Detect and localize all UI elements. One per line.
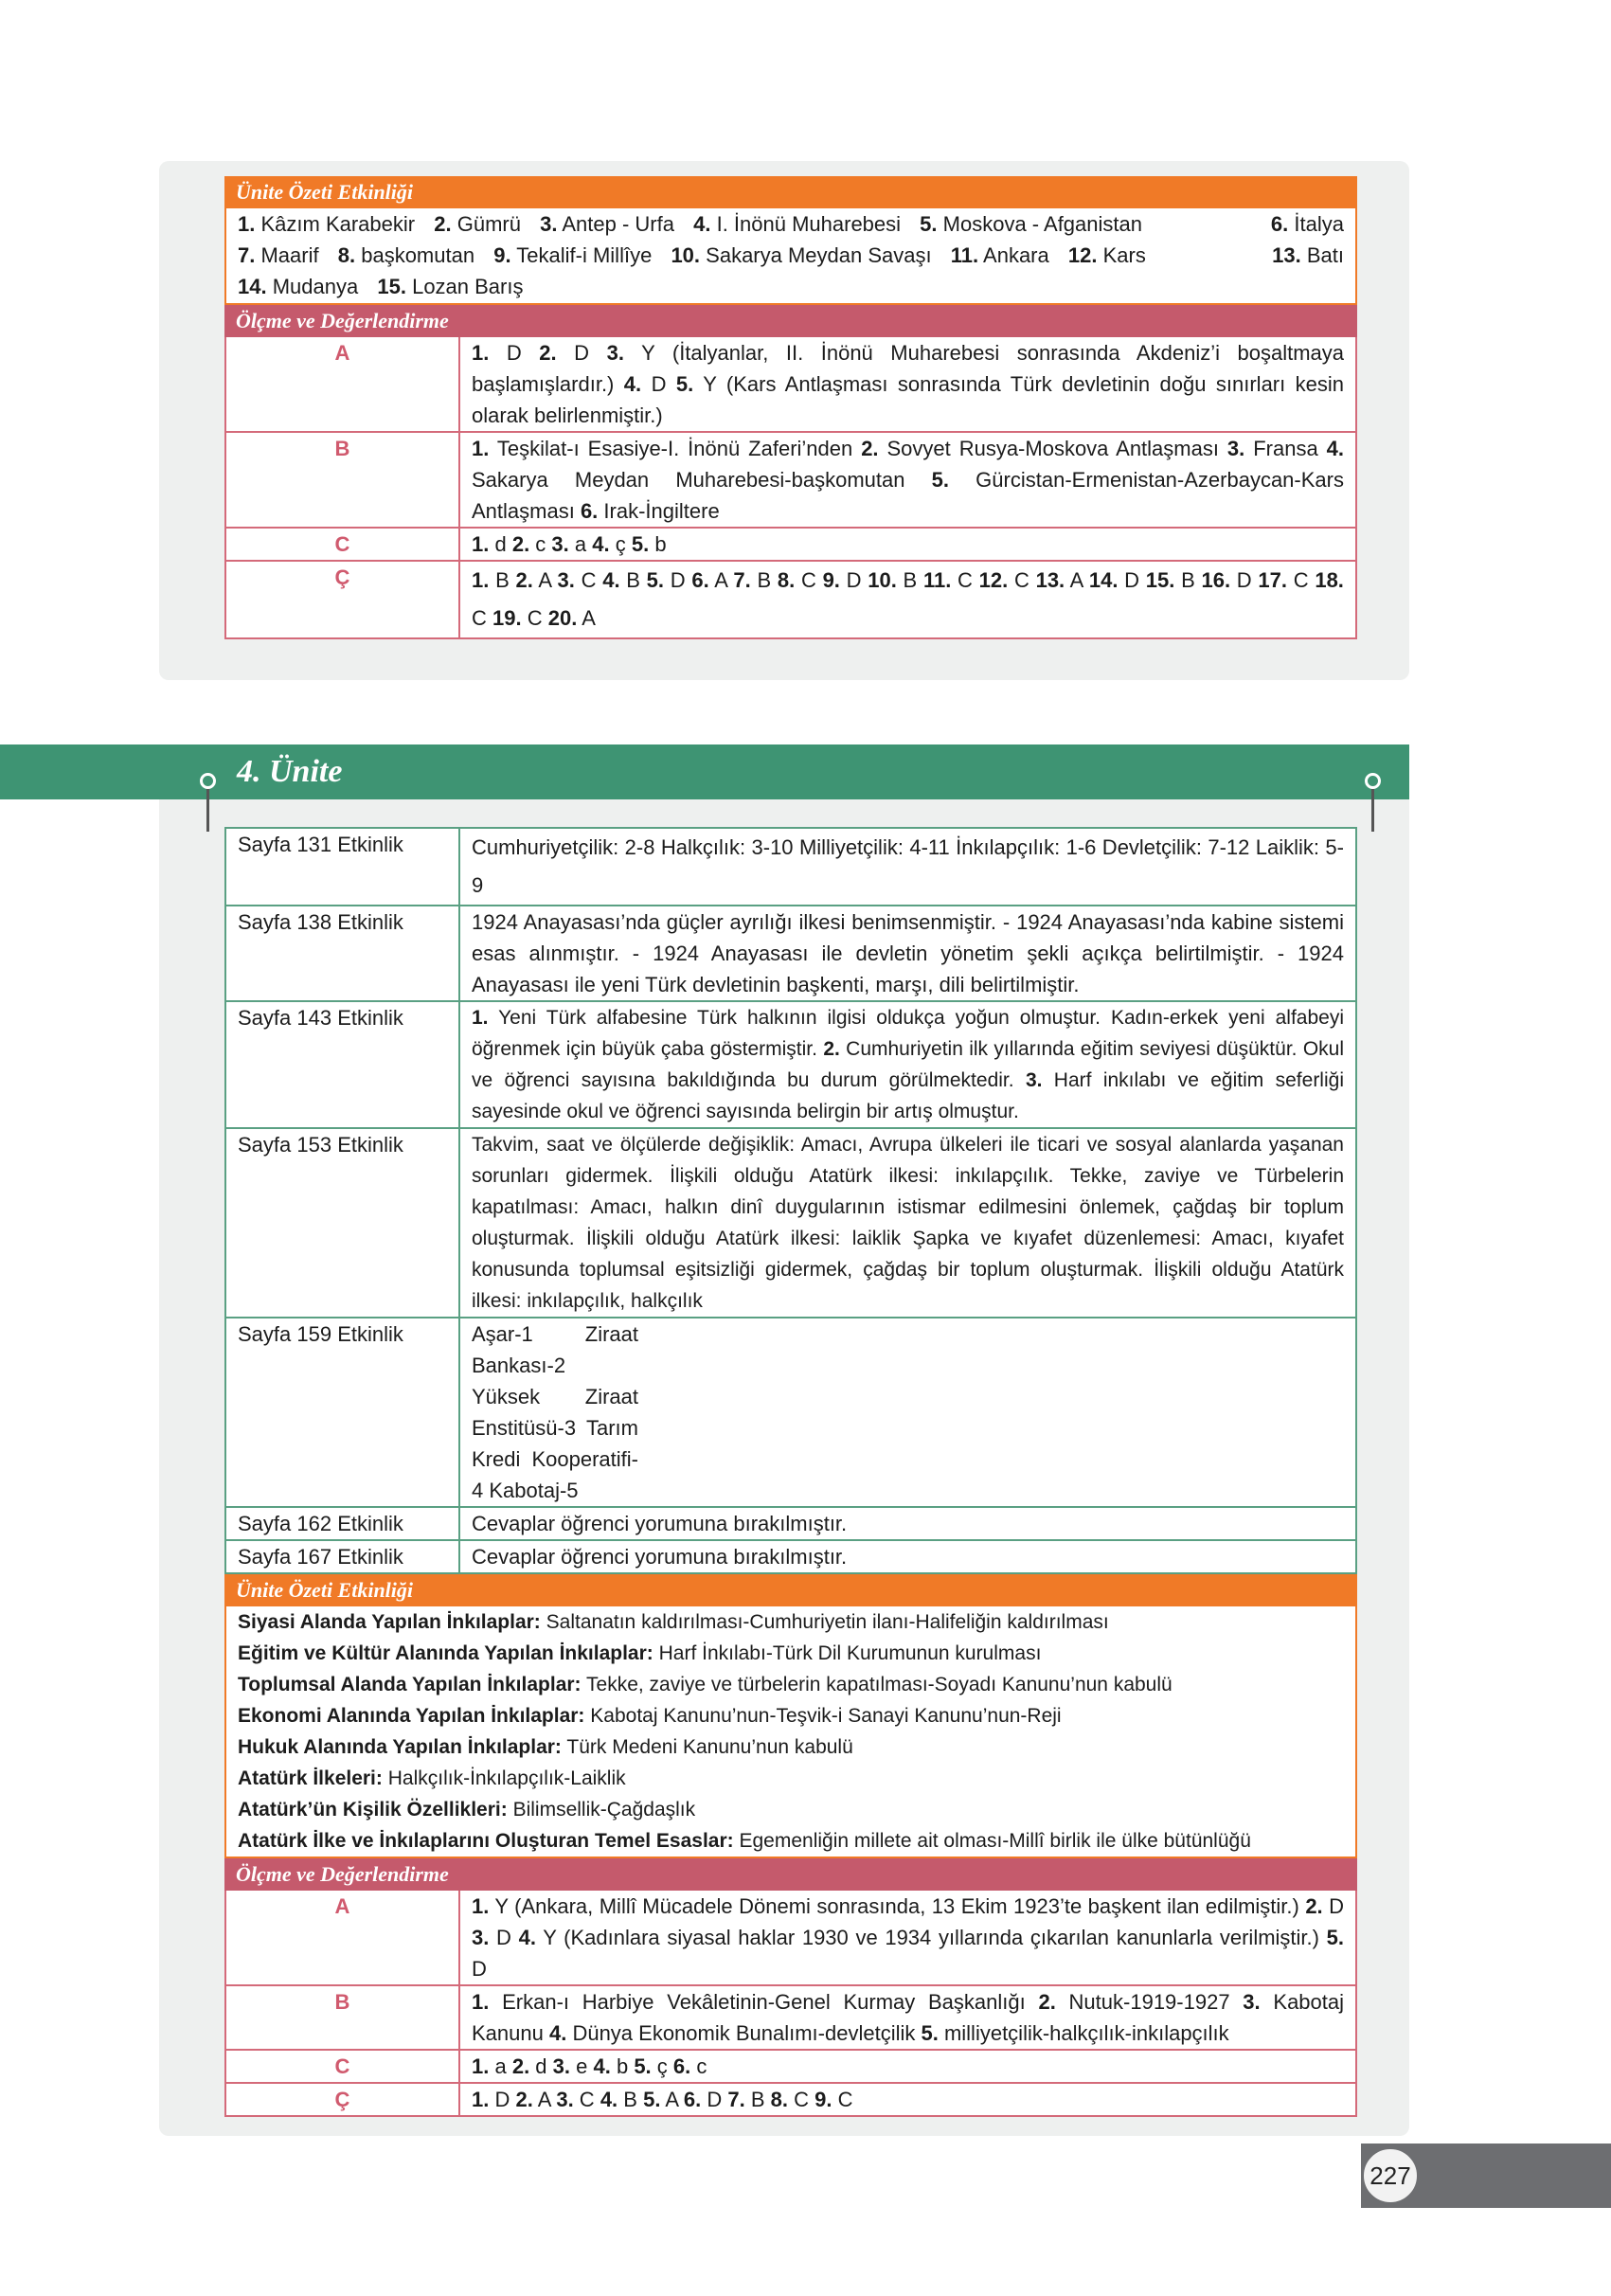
eval-answer: 1. Y (Ankara, Millî Mücadele Dönemi sonrasında, 13 Ekim 1923’te başkent ilan edilmiştir.) 2. D 3. D 4. Y (Kadınlara siyasal haklar 1930 ve 1934 yıllarında çıkarılan kanunlarla verilmiştir.) 5. D	[472, 1894, 1345, 1981]
eval-label: Ç	[226, 562, 460, 637]
eval-answer: 1. B 2. A 3. C 4. B 5. D 6. A 7. B 8. C 9. D 10. B 11. C 12. C 13. A 14. D 15. B 16. D 17. C 18. C 19. C 20. A	[472, 568, 1344, 630]
eval-label: A	[226, 1891, 460, 1984]
eval-answer: 1. Erkan-ı Harbiye Vekâletinin-Genel Kurmay Başkanlığı 2. Nutuk-1919-1927 3. Kabotaj Kanunu 4. Dünya Ekonomik Bunalımı-devletçilik 5. milliyetçilik-halkçılık-inkılapçılık	[472, 1990, 1345, 2045]
activity-answer: Takvim, saat ve ölçülerde değişiklik: Amacı, Avrupa ülkeleri ile ticari ve sosyal alanlarda yaşanan sorunları gidermek. İlişkili olduğu Atatürk ilkesi: inkılapçılık. Tekke, zaviye ve Türbelerin kapatılması: Amacı, halkın dinî duygularının istismar edilmesini önlemek, çağdaş bir toplum oluşturmak. İlişkili olduğu Atatürk ilkesi: laiklik Şapka ve kıyafet düzenlemesi: Amacı, kıyafet konusunda toplumsal eşitsizliği gidermek, çağdaş bir toplum oluşturmak. İlişkili olduğu Atatürk ilkesi: inkılapçılık, halkçılık	[472, 1134, 1344, 1312]
activity-label: Sayfa 159 Etkinlik	[226, 1318, 460, 1506]
activity-row	[226, 829, 1355, 905]
eval-label: B	[226, 433, 460, 527]
activity-answer: Cevaplar öğrenci yorumuna bırakılmıştır.	[472, 1545, 848, 1569]
activity-row	[226, 1317, 1355, 1506]
activity-answer: 1. Yeni Türk alfabesine Türk halkının ilgisi oldukça yoğun olmuştur. Kadın-erkek yeni alfabeyi öğrenmek için büyük çaba göstermiştir. 2. Cumhuriyetin ilk yıllarında eğitim seviyesi düşüktür. Okul ve öğrenci sayısına bakıldığında bu durum görülmektedir. 3. Harf inkılabı ve eğitim seferliği sayesinde okul ve öğrenci sayısında belirgin bir artış olmuştur.	[472, 1007, 1344, 1122]
eval-row-b	[226, 431, 1355, 527]
eval-header: Ölçme ve Değerlendirme	[224, 1858, 1357, 1891]
eval-row-cc	[226, 2082, 1355, 2115]
eval-row-c	[226, 2049, 1355, 2082]
eval-label: B	[226, 1986, 460, 2049]
eval-answer: 1. a 2. d 3. e 4. b 5. ç 6. c	[472, 2054, 707, 2078]
eval-answer: 1. d 2. c 3. a 4. ç 5. b	[472, 532, 667, 556]
eval-label: A	[226, 337, 460, 431]
activity-label: Sayfa 143 Etkinlik	[226, 1002, 460, 1127]
activity-answer: Aşar-1 Ziraat Bankası-2 Yüksek Ziraat Enstitüsü-3 Tarım Kredi Kooperatifi-4 Kabotaj-5	[472, 1322, 638, 1502]
eval-table	[224, 337, 1357, 639]
eval-table	[224, 1891, 1357, 2117]
unit3-summary-table	[224, 176, 1357, 639]
summary-header: Ünite Özeti Etkinliği	[224, 1574, 1357, 1606]
eval-row-c	[226, 527, 1355, 560]
activity-label: Sayfa 153 Etkinlik	[226, 1129, 460, 1317]
eval-label: C	[226, 529, 460, 560]
eval-row-a	[226, 1891, 1355, 1984]
unit4-table	[224, 827, 1357, 2117]
unit-title-bar	[0, 744, 1409, 799]
activity-row	[226, 1539, 1355, 1572]
activity-row	[226, 1127, 1355, 1317]
eval-row-a	[226, 337, 1355, 431]
activity-answer: Cevaplar öğrenci yorumuna bırakılmıştır.	[472, 1512, 848, 1535]
activity-answer: 1924 Anayasası’nda güçler ayrılığı ilkesi benimsenmiştir. - 1924 Anayasası’nda kabine sistemi esas alınmıştır. - 1924 Anayasası ile devletin yönetim şekli açıkça belirtilmiştir. - 1924 Anayasası ile yeni Türk devletinin başkenti, marşı, dili belirtilmiştir.	[472, 910, 1344, 996]
unit-title: 4. Ünite	[237, 754, 343, 789]
eval-row-b	[226, 1984, 1355, 2049]
eval-answer: 1. D 2. D 3. Y (İtalyanlar, II. İnönü Muharebesi sonrasında Akdeniz’i boşaltmaya başlamışlardır.) 4. D 5. Y (Kars Antlaşması sonrasında Türk devletinin doğu sınırları kesin olarak belirlenmiştir.)	[472, 341, 1345, 427]
activity-label: Sayfa 162 Etkinlik	[226, 1508, 460, 1539]
left-pin-icon	[206, 784, 209, 832]
summary-header: Ünite Özeti Etkinliği	[224, 176, 1357, 208]
activity-label: Sayfa 167 Etkinlik	[226, 1541, 460, 1572]
page-number: 227	[1361, 2146, 1420, 2205]
right-pin-icon	[1371, 784, 1374, 832]
activity-row	[226, 905, 1355, 1000]
eval-answer: 1. Teşkilat-ı Esasiye-I. İnönü Zaferi’nden 2. Sovyet Rusya-Moskova Antlaşması 3. Fransa 4. Sakarya Meydan Muharebesi-başkomutan 5. Gürcistan-Ermenistan-Azerbaycan-Kars Antlaşması 6. Irak-İngiltere	[472, 437, 1344, 523]
activity-row	[226, 1000, 1355, 1127]
activity-label: Sayfa 138 Etkinlik	[226, 906, 460, 1000]
activities-table	[224, 827, 1357, 1574]
activity-row	[226, 1506, 1355, 1539]
summary-answers: Siyasi Alanda Yapılan İnkılaplar: Saltanatın kaldırılması-Cumhuriyetin ilanı-Halifeliğin kaldırılması Eğitim ve Kültür Alanında Yapılan İnkılaplar: Harf İnkılabı-Türk Dil Kurumunun kurulması Toplumsal Alanda Yapılan İnkılaplar: Tekke, zaviye ve türbelerin kapatılması-Soyadı Kanunu’nun kabulü Ekonomi Alanında Yapılan İnkılaplar: Kabotaj Kanunu’nun-Teşvik-i Sanayi Kanunu’nun-Reji Hukuk Alanında Yapılan İnkılaplar: Türk Medeni Kanunu’nun kabulü Atatürk İlkeleri: Halkçılık-İnkılapçılık-Laiklik Atatürk’ün Kişilik Özellikleri: Bilimsellik-Çağdaşlık Atatürk İlke ve İnkılaplarını Oluşturan Temel Esaslar: Egemenliğin millete ait olması-Millî birlik ile ülke bütünlüğü	[224, 1606, 1357, 1858]
eval-label: Ç	[226, 2084, 460, 2115]
eval-header: Ölçme ve Değerlendirme	[224, 305, 1357, 337]
eval-label: C	[226, 2051, 460, 2082]
activity-label: Sayfa 131 Etkinlik	[226, 829, 460, 905]
eval-row-cc	[226, 560, 1355, 637]
summary-answers: 1. Kâzım Karabekir 2. Gümrü 3. Antep - Urfa 4. I. İnönü Muharebesi 5. Moskova - Afganistan 6. İtalya 7. Maarif 8. başkomutan 9. Tekalif-i Millîye 10. Sakarya Meydan Savaşı 11. Ankara 12. Kars 13. Batı 14. Mudanya 15. Lozan Barış	[224, 208, 1357, 305]
activity-answer: Cumhuriyetçilik: 2-8 Halkçılık: 3-10 Milliyetçilik: 4-11 İnkılapçılık: 1-6 Devletçilik: 7-12 Laiklik: 5-9	[472, 835, 1344, 897]
eval-answer: 1. D 2. A 3. C 4. B 5. A 6. D 7. B 8. C 9. C	[472, 2088, 853, 2111]
